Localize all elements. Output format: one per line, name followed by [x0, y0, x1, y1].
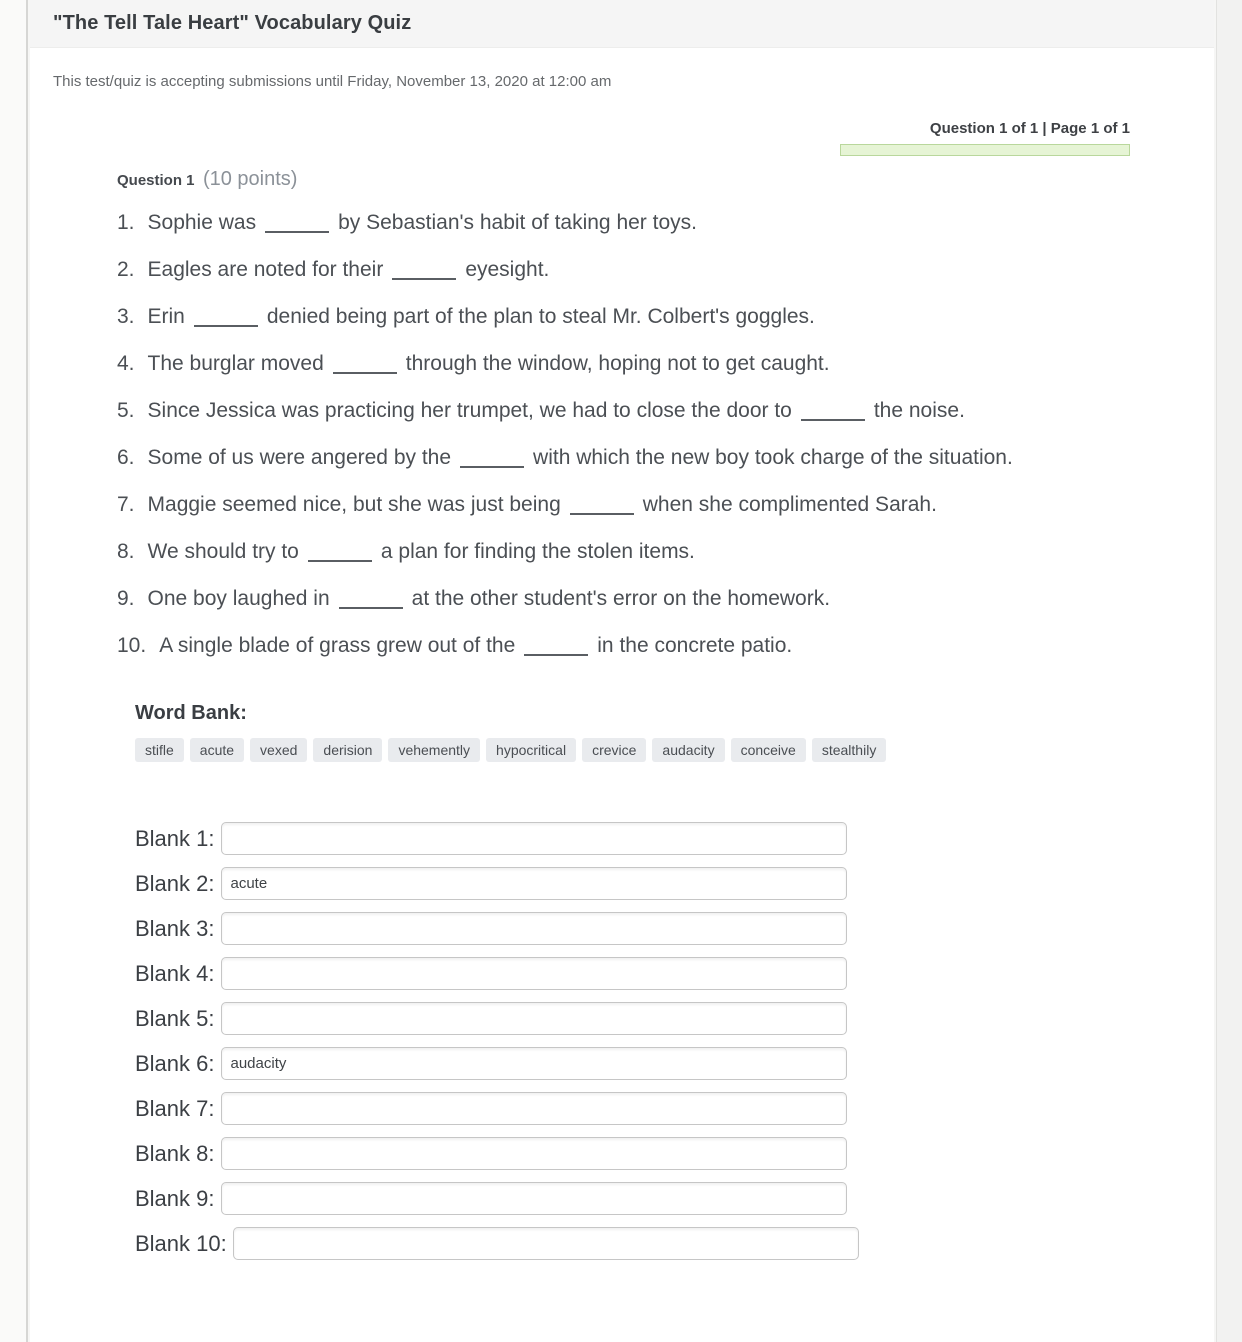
sentence-number: 2.	[117, 258, 135, 281]
sentence-number: 4.	[117, 352, 135, 375]
quiz-header-bar	[30, 0, 1214, 48]
sentence-number: 10.	[117, 634, 147, 657]
blank-2-label: Blank 2:	[135, 870, 215, 896]
sentence-pre: One boy laughed in	[147, 587, 330, 610]
word-bank-chip: vexed	[250, 738, 307, 762]
sentence-pre: Some of us were angered by the	[147, 446, 452, 469]
blank-1-label: Blank 1:	[135, 825, 215, 851]
word-bank-chip: derision	[313, 738, 382, 762]
blank-8-label: Blank 8:	[135, 1140, 215, 1166]
word-bank-chip: hypocritical	[486, 738, 576, 762]
blank-row-2	[135, 867, 1130, 900]
progress-bar	[840, 144, 1130, 156]
quiz-panel	[30, 0, 1214, 1342]
blank-4-label: Blank 4:	[135, 960, 215, 986]
sentence-post: through the window, hoping not to get caught.	[405, 352, 830, 375]
blank-6-label: Blank 6:	[135, 1050, 215, 1076]
pagination	[30, 120, 1130, 156]
sentence-pre: A single blade of grass grew out of the	[159, 634, 516, 657]
blank-row-9	[135, 1182, 1130, 1215]
sentence-pre: Erin	[147, 305, 185, 328]
sentence-post: eyesight.	[465, 258, 550, 281]
word-bank-chip: audacity	[652, 738, 724, 762]
blank-10-input[interactable]	[233, 1227, 859, 1260]
blank-2-input[interactable]	[221, 867, 847, 900]
answer-blank	[194, 309, 258, 327]
sentence-post: denied being part of the plan to steal Mr. Colbert's goggles.	[266, 305, 815, 328]
blank-8-input[interactable]	[221, 1137, 847, 1170]
answer-blank	[392, 262, 456, 280]
blank-7-input[interactable]	[221, 1092, 847, 1125]
sentence-pre: Maggie seemed nice, but she was just being	[147, 493, 561, 516]
blank-3-input[interactable]	[221, 912, 847, 945]
submission-deadline-notice: This test/quiz is accepting submissions until Friday, November 13, 2020 at 12:00 am	[53, 73, 612, 90]
sentence-pre: Since Jessica was practicing her trumpet, we had to close the door to	[147, 399, 792, 422]
answer-blank	[570, 497, 634, 515]
word-bank-heading: Word Bank:	[135, 702, 247, 724]
question-sentence-8	[117, 536, 1130, 567]
quiz-title: "The Tell Tale Heart" Vocabulary Quiz	[53, 12, 412, 34]
blank-row-6	[135, 1047, 1130, 1080]
blank-row-3	[135, 912, 1130, 945]
answer-blank	[265, 215, 329, 233]
blank-row-7	[135, 1092, 1130, 1125]
word-bank-chip: stealthily	[812, 738, 886, 762]
blank-7-label: Blank 7:	[135, 1095, 215, 1121]
blank-row-10	[135, 1227, 1130, 1260]
sentence-number: 1.	[117, 211, 135, 234]
sentence-number: 9.	[117, 587, 135, 610]
pagination-status: Question 1 of 1 | Page 1 of 1	[929, 120, 1130, 137]
blank-3-label: Blank 3:	[135, 915, 215, 941]
sentence-number: 7.	[117, 493, 135, 516]
blank-row-8	[135, 1137, 1130, 1170]
page-left-gutter	[0, 0, 28, 1342]
word-bank-chip: vehemently	[388, 738, 480, 762]
word-bank	[135, 702, 1130, 762]
question-area	[117, 168, 1130, 661]
question-label: Question 1	[117, 172, 195, 189]
question-sentence-7	[117, 489, 1130, 520]
answer-blank	[524, 638, 588, 656]
blank-6-input[interactable]	[221, 1047, 847, 1080]
question-sentence-9	[117, 583, 1130, 614]
blank-4-input[interactable]	[221, 957, 847, 990]
sentence-pre: The burglar moved	[147, 352, 324, 375]
blank-row-1	[135, 822, 1130, 855]
question-points: (10 points)	[202, 168, 298, 190]
answer-blank	[460, 450, 524, 468]
sentence-post: by Sebastian's habit of taking her toys.	[338, 211, 697, 234]
question-sentence-4	[117, 348, 1130, 379]
sentence-number: 3.	[117, 305, 135, 328]
answer-blank	[801, 403, 865, 421]
sentence-number: 8.	[117, 540, 135, 563]
question-sentence-10	[117, 630, 1130, 661]
question-sentence-3	[117, 301, 1130, 332]
blank-9-input[interactable]	[221, 1182, 847, 1215]
blank-5-label: Blank 5:	[135, 1005, 215, 1031]
sentence-number: 6.	[117, 446, 135, 469]
question-sentence-1	[117, 207, 1130, 238]
sentence-post: with which the new boy took charge of the situation.	[533, 446, 1013, 469]
question-sentence-5	[117, 395, 1130, 426]
scrollbar-track[interactable]	[1216, 0, 1242, 1342]
blank-9-label: Blank 9:	[135, 1185, 215, 1211]
question-sentence-6	[117, 442, 1130, 473]
word-bank-chip: acute	[190, 738, 244, 762]
answer-blank	[333, 356, 397, 374]
blank-row-5	[135, 1002, 1130, 1035]
word-bank-chip: crevice	[582, 738, 646, 762]
sentence-pre: We should try to	[147, 540, 299, 563]
sentence-post: in the concrete patio.	[597, 634, 793, 657]
word-bank-chip: stifle	[135, 738, 184, 762]
sentence-pre: Sophie was	[147, 211, 257, 234]
blank-10-label: Blank 10:	[135, 1230, 227, 1256]
progress-bar-fill	[841, 145, 1129, 155]
sentence-pre: Eagles are noted for their	[147, 258, 384, 281]
blank-5-input[interactable]	[221, 1002, 847, 1035]
word-bank-chips	[135, 738, 1130, 762]
blank-1-input[interactable]	[221, 822, 847, 855]
sentence-post: a plan for finding the stolen items.	[380, 540, 695, 563]
question-sentence-2	[117, 254, 1130, 285]
blank-row-4	[135, 957, 1130, 990]
sentence-post: when she complimented Sarah.	[642, 493, 937, 516]
question-header	[117, 168, 1130, 191]
word-bank-chip: conceive	[731, 738, 806, 762]
sentence-post: at the other student's error on the homework.	[411, 587, 831, 610]
sentence-number: 5.	[117, 399, 135, 422]
answer-blank	[339, 591, 403, 609]
answers-area	[135, 822, 1130, 1260]
answer-blank	[308, 544, 372, 562]
sentence-post: the noise.	[873, 399, 965, 422]
